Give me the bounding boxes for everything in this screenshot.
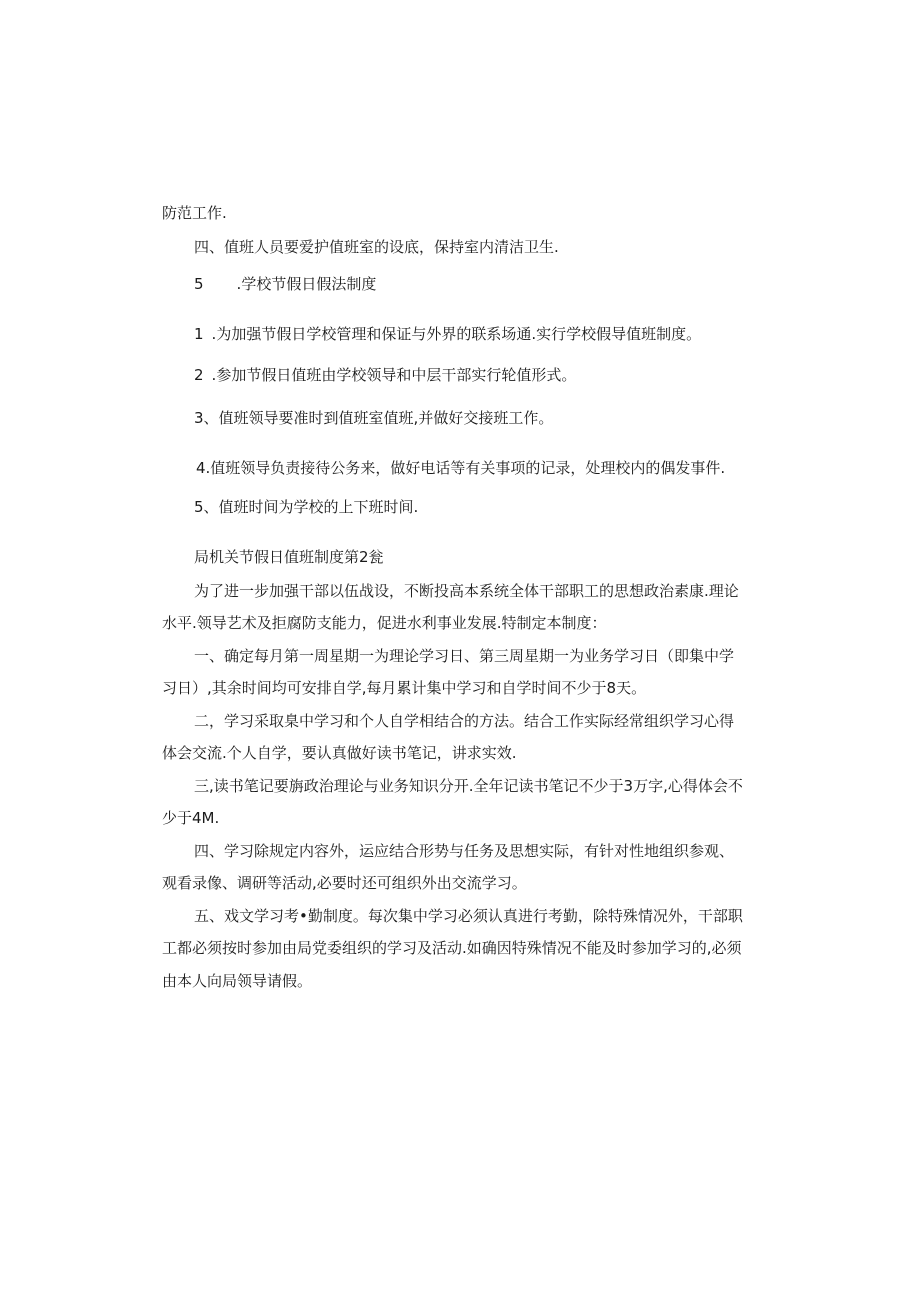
- paragraph-line: 观看录像、调研等活动,必要时还可组织外出交流学习。: [162, 874, 527, 892]
- text-line: 四、值班人员要爱护值班室的设底，保持室内清洁卫生.: [194, 238, 559, 256]
- heading-text: .学校节假日假法制度: [236, 275, 377, 293]
- list-item: [194, 365, 576, 385]
- paragraph-line: 二，学习采取臬中学习和个人自学相结合的方法。结合工作实际经常组织学习心得: [194, 712, 735, 730]
- paragraph-line: 少于4M.: [162, 809, 220, 827]
- document-title: 局机关节假日值班制度第2瓮: [194, 548, 384, 566]
- section-heading: [194, 274, 376, 294]
- paragraph-line: 工都必须按时参加由局党委组织的学习及活动.如确因特殊情况不能及时参加学习的,必须: [162, 939, 742, 957]
- paragraph-line: 习日）,其余时间均可安排自学,每月累计集中学习和自学时间不少于8天。: [162, 679, 647, 697]
- list-item: 4.值班领导负责接待公务来，做好电话等有关事项的记录，处理校内的偶发事件.: [196, 459, 726, 477]
- list-item: 3、值班领导要准时到值班室值班,并做好交接班工作。: [194, 409, 554, 427]
- paragraph-line: 为了进一步加强干部以伍战设，不断投高本系统全体干部职工的思想政治素康.理论: [194, 582, 739, 600]
- list-item: 5、值班时间为学校的上下班时间.: [194, 498, 419, 516]
- list-text: .为加强节假日学校管理和保证与外界的联系场通.实行学校假导值班制度。: [211, 325, 702, 343]
- heading-number: 5: [194, 275, 204, 293]
- paragraph-line: 由本人向局领导请假。: [162, 972, 313, 990]
- text-line: 防范工作.: [162, 204, 227, 222]
- paragraph-line: 水平.领导艺术及拒腐防支能力，促进水利事业发展.特制定本制度：: [162, 614, 607, 632]
- paragraph-line: 五、戏文学习考•勤制度。每次集中学习必须认真进行考勤，除特殊情况外，干部职: [194, 907, 743, 925]
- list-number: 2: [194, 366, 204, 384]
- list-text: .参加节假日值班由学校领导和中层干部实行轮值形式。: [211, 366, 577, 384]
- paragraph-line: 一、确定每月第一周星期一为理论学习日、第三周星期一为业务学习日（即集中学: [194, 647, 735, 665]
- paragraph-line: 体会交流.个人自学，要认真做好读书笔记，讲求实效.: [162, 744, 517, 762]
- list-number: 1: [194, 325, 204, 343]
- paragraph-line: 三,读书笔记要旃政治理论与业务知识分开.全年记读书笔记不少于3万字,心得体会不: [194, 777, 743, 795]
- paragraph-line: 四、学习除规定内容外，运应结合形势与任务及思想实际，有针对性地组织参观、: [194, 842, 735, 860]
- list-item: [194, 324, 701, 344]
